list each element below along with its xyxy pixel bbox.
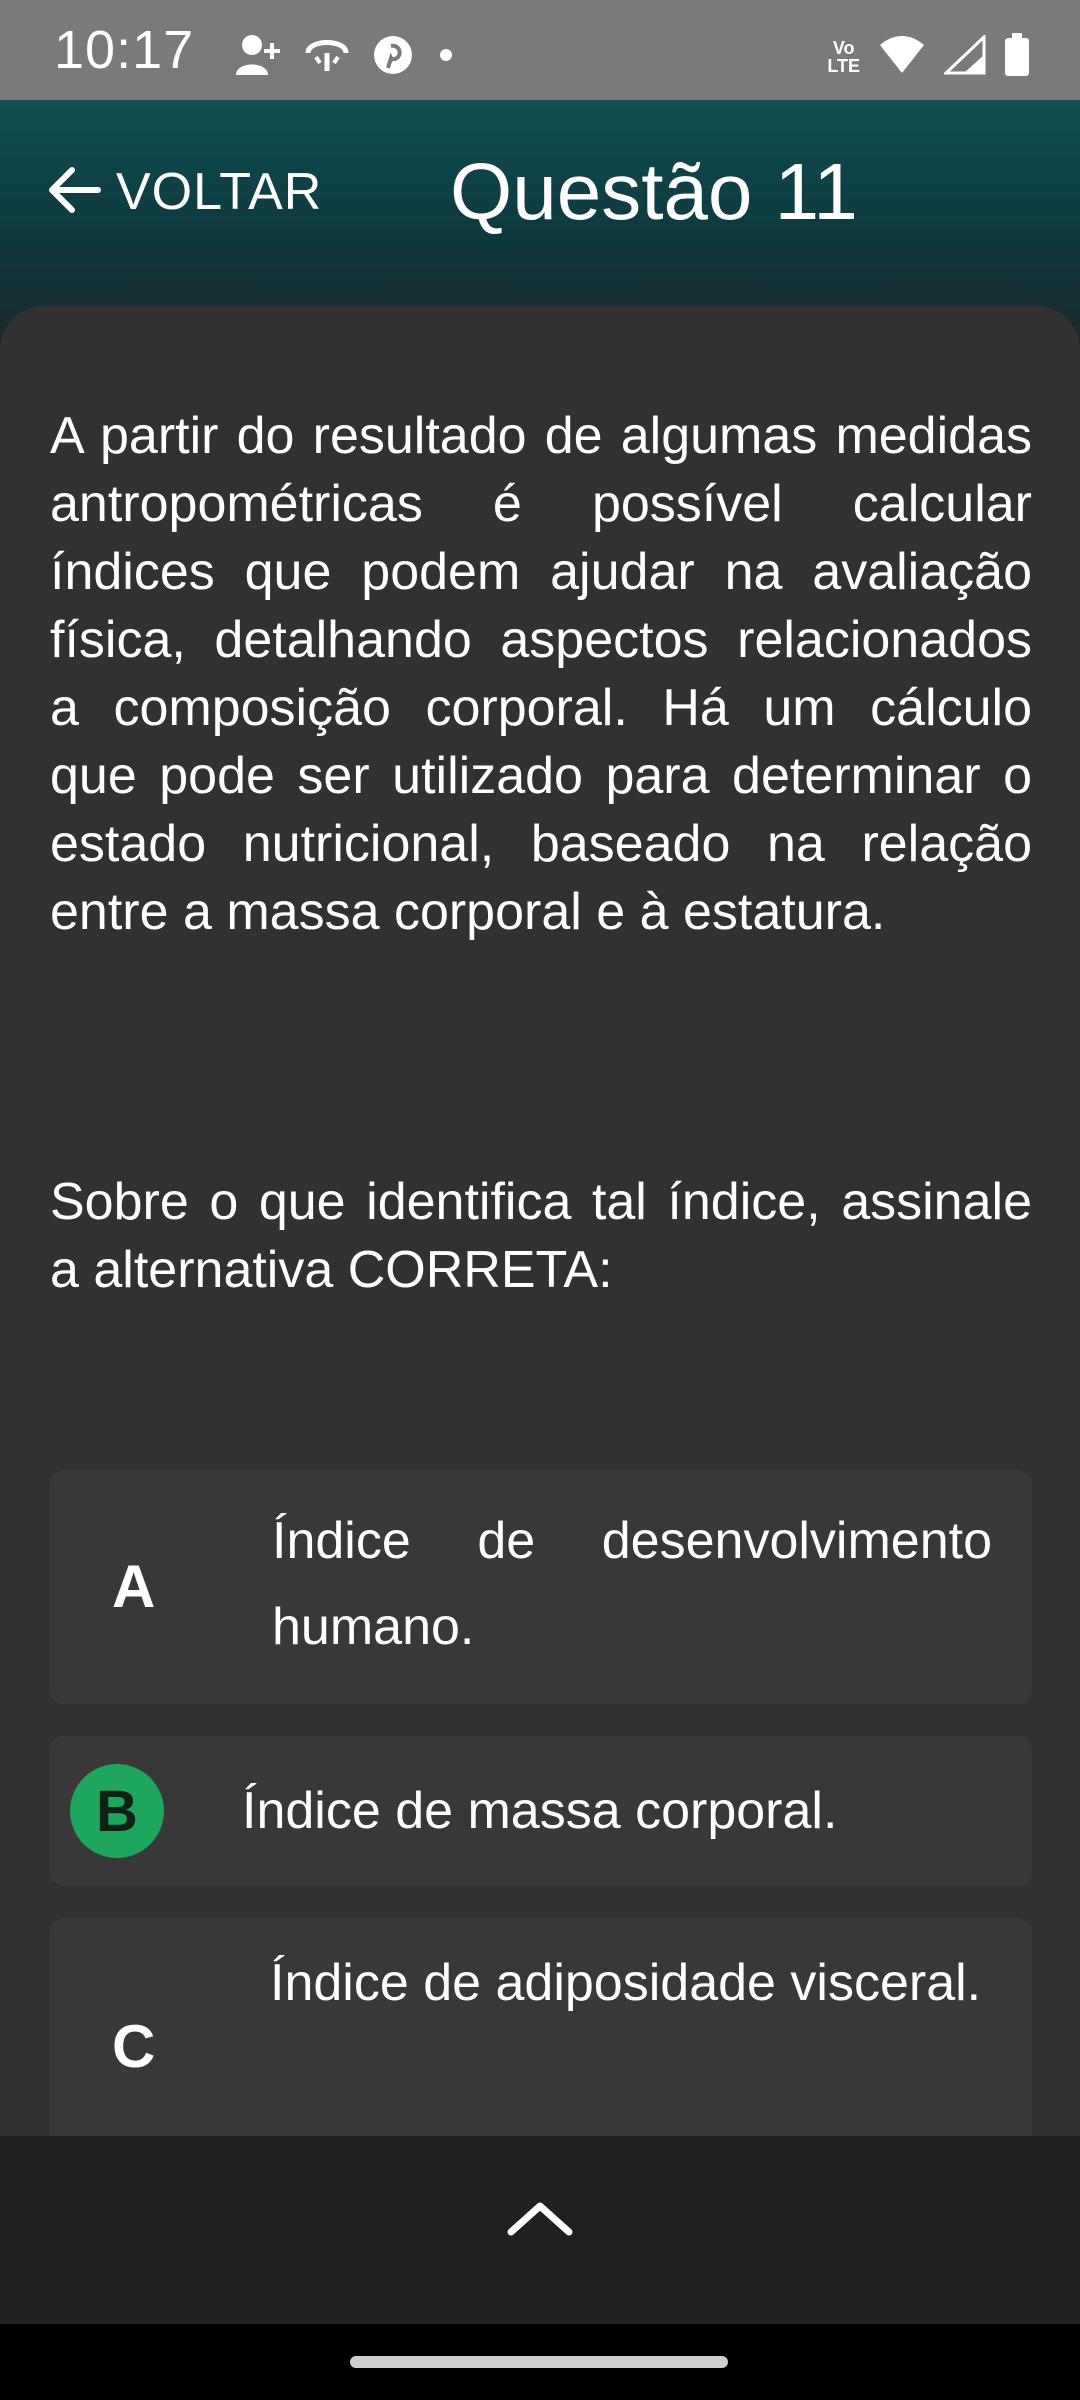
bottom-bar — [0, 2136, 1080, 2324]
expand-button[interactable] — [500, 2190, 580, 2250]
option-text: Índice de massa corporal. — [242, 1782, 838, 1840]
dot-icon — [436, 45, 456, 70]
status-bar — [0, 0, 1080, 100]
option-b[interactable] — [50, 1736, 1032, 1886]
status-time: 10:17 — [54, 20, 195, 80]
pinterest-icon — [372, 34, 414, 81]
add-contact-icon — [234, 33, 282, 82]
cell-signal-icon — [944, 35, 986, 80]
option-letter: C — [112, 2013, 156, 2080]
battery-icon — [1004, 33, 1030, 82]
status-system-icons — [827, 32, 1030, 82]
status-notification-icons — [234, 32, 456, 82]
wifi-icon — [878, 35, 926, 80]
back-label: VOLTAR — [116, 163, 323, 221]
umbrella-icon — [304, 33, 350, 82]
option-c[interactable] — [50, 1918, 1032, 2136]
question-prompt: Sobre o que identifica tal índice, assinale a alternativa CORRETA: — [50, 1173, 1032, 1299]
option-letter: A — [112, 1553, 156, 1620]
system-nav-area — [0, 2324, 1080, 2400]
home-gesture-handle[interactable] — [350, 2356, 728, 2368]
option-text: Índice de adiposidade visceral. — [270, 1954, 982, 2012]
arrow-left-icon — [46, 165, 102, 220]
chevron-up-icon — [505, 2198, 575, 2243]
volte-label-bottom: LTE — [827, 56, 860, 76]
volte-icon — [827, 39, 860, 75]
back-button[interactable] — [46, 152, 322, 232]
option-letter-selected-badge: B — [70, 1764, 164, 1858]
question-card — [0, 306, 1080, 2136]
page-title: Questão 11 — [450, 147, 858, 236]
volte-label-top: Vo — [832, 38, 855, 58]
question-text: A partir do resultado de algumas medidas antropométricas é possível calcular índices que podem ajudar na avaliação física, detalhando aspectos relacionados a composição corporal. Há um cálculo que pode ser utilizado para determinar o estado nutricional, baseado na relação entre a massa corporal e à estatura. — [50, 407, 1032, 941]
app-header — [0, 100, 1080, 340]
option-text: Índice de desenvolvimento humano. — [272, 1512, 992, 1656]
option-a[interactable] — [50, 1470, 1032, 1704]
